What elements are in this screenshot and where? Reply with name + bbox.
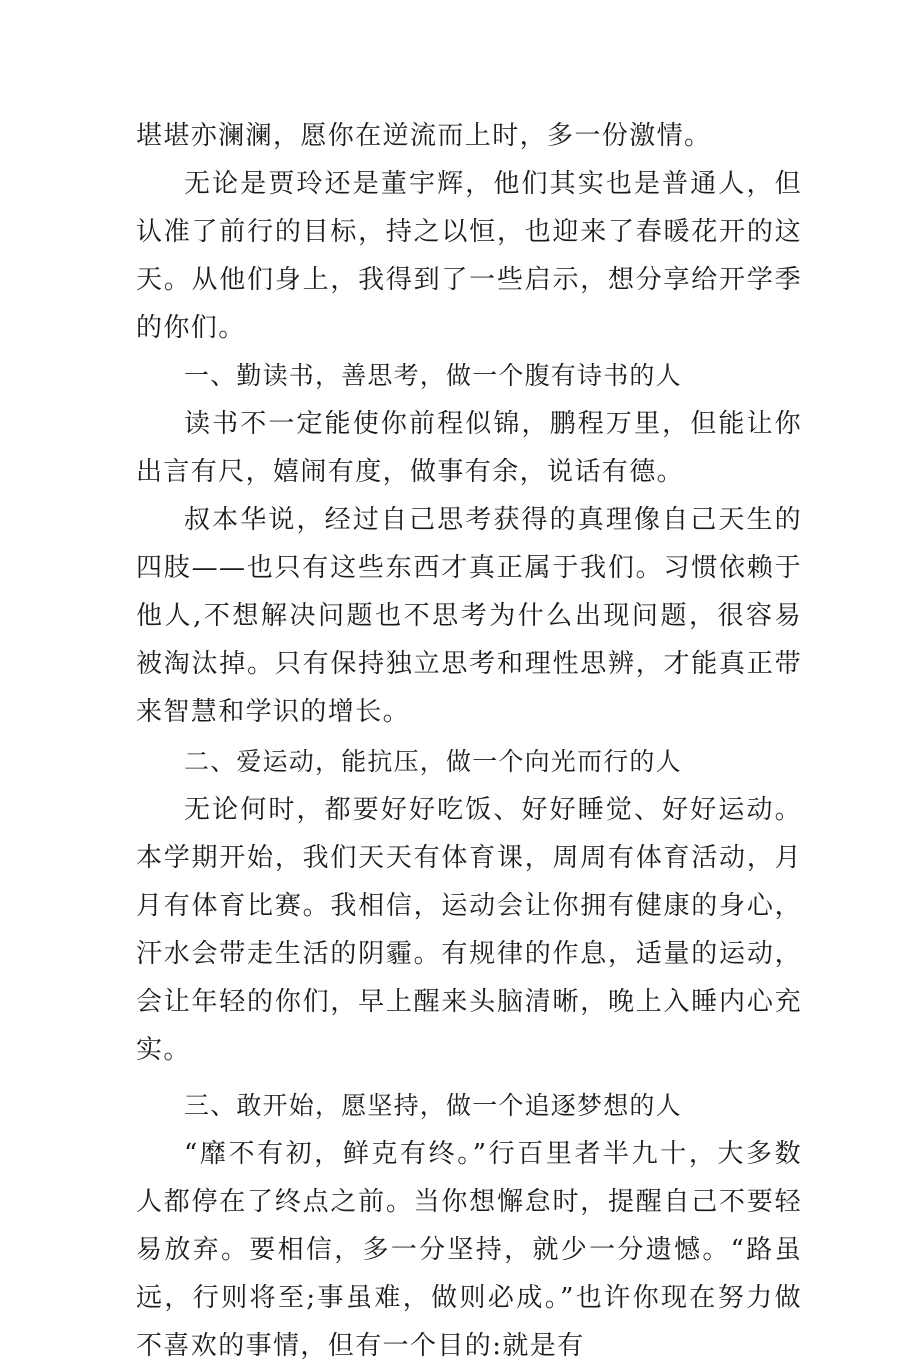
section-heading-reading: 一、勤读书，善思考，做一个腹有诗书的人 bbox=[184, 361, 682, 390]
section-heading-persistence: 三、敢开始，愿坚持，做一个追逐梦想的人 bbox=[184, 1091, 682, 1120]
document-body bbox=[136, 112, 802, 1370]
paragraph-role-models: 无论是贾玲还是董宇辉，他们其实也是普通人，但认准了前行的目标，持之以恒，也迎来了春暖花开的这天。从他们身上，我得到了一些启示，想分享给开学季的你们。 bbox=[136, 169, 802, 343]
paragraph-exercise: 无论何时，都要好好吃饭、好好睡觉、好好运动。本学期开始，我们天天有体育课，周周有体育活动，月月有体育比赛。我相信，运动会让你拥有健康的身心，汗水会带走生活的阴霾。有规律的作息，适量的运动，会让年轻的你们，早上醒来头脑清晰，晚上入睡内心充实。 bbox=[136, 795, 802, 1065]
paragraph-opening-line: 堪堪亦澜澜，愿你在逆流而上时，多一份激情。 bbox=[136, 121, 712, 151]
paragraph-independent-thinking: 叔本华说，经过自己思考获得的真理像自己天生的四肢——也只有这些东西才真正属于我们。习惯依赖于他人,不想解决问题也不思考为什么出现问题，很容易被淘汰掉。只有保持独立思考和理性思辨，才能真正带来智慧和学识的增长。 bbox=[136, 505, 802, 727]
paragraph-persistence: “靡不有初，鲜克有终。”行百里者半九十，大多数人都停在了终点之前。当你想懈怠时，提醒自己不要轻易放弃。要相信，多一分坚持，就少一分遗憾。“路虽远，行则将至;事虽难，做则必成。”也许你现在努力做不喜欢的事情，但有一个目的:就是有 bbox=[136, 1139, 802, 1361]
section-heading-exercise: 二、爱运动，能抗压，做一个向光而行的人 bbox=[184, 747, 682, 776]
paragraph-reading-benefits: 读书不一定能使你前程似锦，鹏程万里，但能让你出言有尺，嬉闹有度，做事有余，说话有德。 bbox=[136, 409, 802, 487]
